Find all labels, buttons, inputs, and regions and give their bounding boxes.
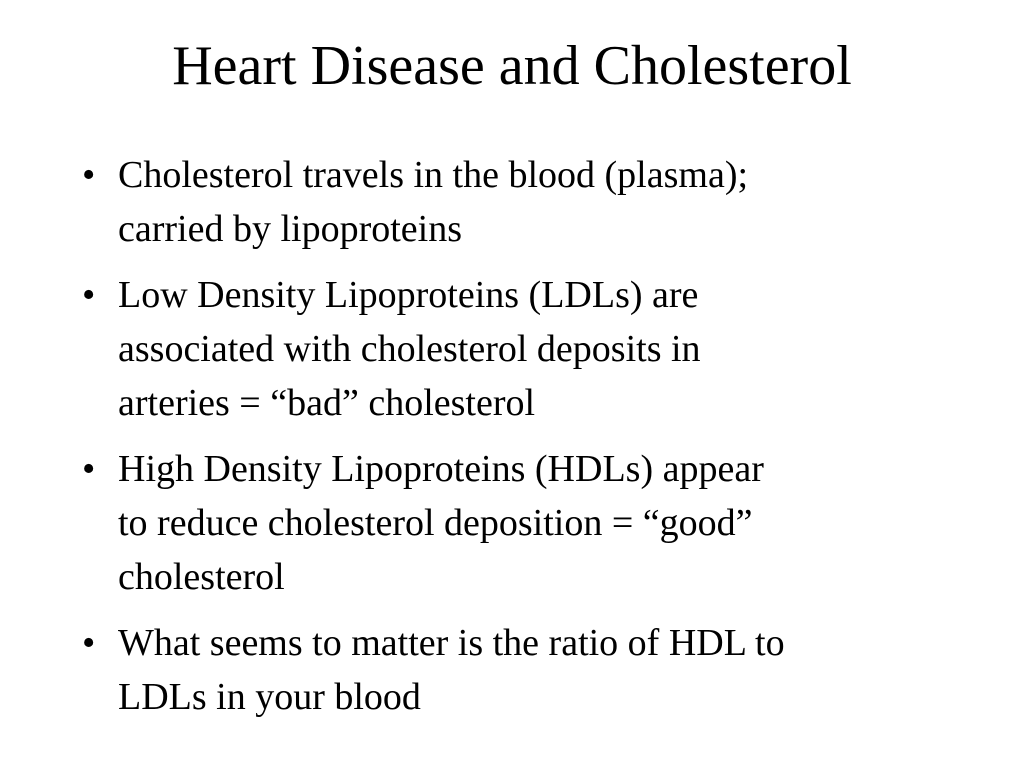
- bullet-text-line: What seems to matter is the ratio of HDL to: [118, 622, 785, 664]
- bullet-dot-icon: •: [82, 448, 96, 490]
- bullet-item: [78, 442, 958, 604]
- bullet-text-line: arteries = “bad” cholesterol: [118, 382, 536, 424]
- bullet-dot-icon: •: [82, 154, 96, 196]
- bullet-text-line: carried by lipoproteins: [118, 208, 463, 250]
- bullet-text-line: Low Density Lipoproteins (LDLs) are: [118, 274, 699, 316]
- bullet-dot-icon: •: [82, 622, 96, 664]
- bullet-item: [78, 616, 958, 724]
- bullet-item: [78, 268, 958, 430]
- bullet-dot-icon: •: [82, 274, 96, 316]
- bullet-item: [78, 148, 958, 256]
- bullet-text-line: cholesterol: [118, 556, 285, 598]
- bullet-list: [78, 148, 958, 736]
- bullet-text-line: LDLs in your blood: [118, 676, 421, 718]
- bullet-text-line: High Density Lipoproteins (HDLs) appear: [118, 448, 764, 490]
- bullet-text-line: associated with cholesterol deposits in: [118, 328, 701, 370]
- bullet-text-line: to reduce cholesterol deposition = “good”: [118, 502, 753, 544]
- slide-title: Heart Disease and Cholesterol: [172, 35, 852, 97]
- bullet-text-line: Cholesterol travels in the blood (plasma);: [118, 154, 749, 196]
